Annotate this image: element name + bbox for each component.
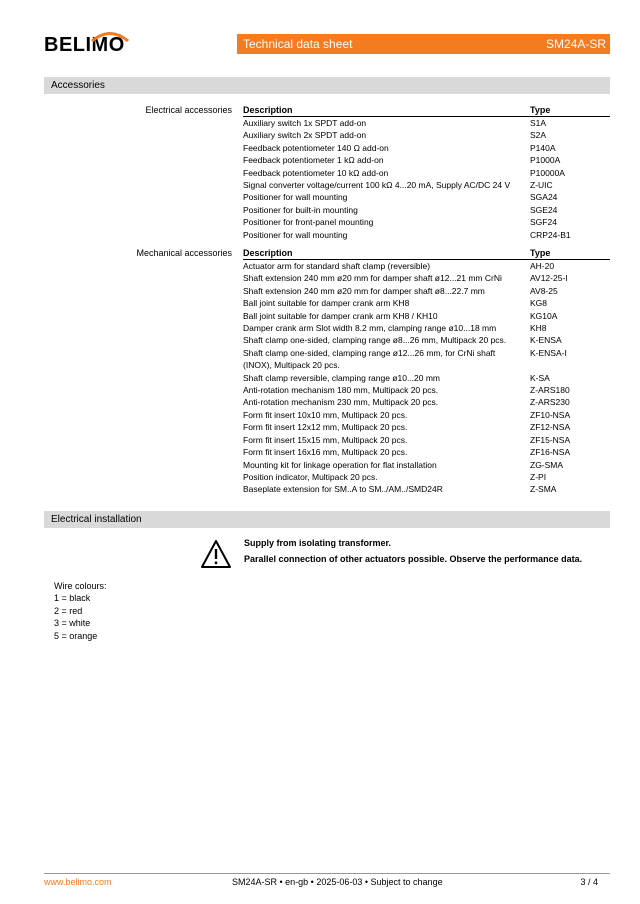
table-row: [243, 272, 610, 284]
row-description: Feedback potentiometer 1 kΩ add-on: [243, 155, 384, 166]
row-description: Signal converter voltage/current 100 kΩ 4...20 mA, Supply AC/DC 24 V: [243, 180, 511, 191]
table-row: [243, 421, 610, 433]
row-description: Damper crank arm Slot width 8.2 mm, clamping range ø10...18 mm: [243, 323, 497, 334]
table-row: [243, 117, 610, 129]
wire-colour-item: 3 = white: [54, 618, 91, 629]
row-type: K-ENSA-I: [530, 347, 567, 358]
product-code: SM24A-SR: [545, 37, 606, 51]
row-type: SGF24: [530, 217, 557, 228]
table-row: [243, 154, 610, 166]
doc-title: Technical data sheet: [243, 37, 353, 51]
wire-colour-item: 5 = orange: [54, 630, 98, 641]
table-row: [243, 446, 610, 458]
table-row: [243, 191, 610, 203]
row-type: ZF12-NSA: [530, 422, 571, 433]
row-type: P1000A: [530, 155, 561, 166]
row-description: Positioner for front-panel mounting: [243, 217, 374, 228]
note-isolating-transformer: Supply from isolating transformer.: [244, 538, 392, 548]
table-row: [243, 260, 610, 272]
column-description: Description: [243, 105, 293, 115]
table-row: [243, 179, 610, 191]
wire-colour-item: 2 = red: [54, 605, 83, 616]
footer-divider: [44, 873, 610, 874]
row-description: Shaft extension 240 mm ø20 mm for damper shaft ø8...22.7 mm: [243, 285, 485, 296]
row-type: P10000A: [530, 167, 565, 178]
row-type: Z-SMA: [530, 484, 557, 495]
table-row: [243, 167, 610, 179]
row-type: ZF10-NSA: [530, 409, 571, 420]
row-description: Positioner for built-in mounting: [243, 204, 358, 215]
row-type: KH8: [530, 323, 547, 334]
column-type: Type: [530, 248, 551, 258]
row-type: ZF15-NSA: [530, 434, 571, 445]
row-description: Ball joint suitable for damper crank arm KH8: [243, 298, 410, 309]
row-type: Z-UIC: [530, 180, 553, 191]
table-row: [243, 322, 610, 334]
row-description: Positioner for wall mounting: [243, 229, 348, 240]
electrical-accessories-label: Electrical accessories: [145, 105, 232, 115]
row-type: AH-20: [530, 261, 555, 271]
row-description: Form fit insert 12x12 mm, Multipack 20 pcs.: [243, 422, 408, 433]
header-bar: [237, 34, 610, 54]
brand-wordmark: BELIMO: [44, 34, 125, 56]
row-description: Actuator arm for standard shaft clamp (reversible): [243, 261, 431, 271]
warning-triangle-icon: [200, 539, 232, 569]
row-description: Feedback potentiometer 10 kΩ add-on: [243, 167, 389, 178]
row-type: P140A: [530, 142, 556, 153]
column-type: Type: [530, 105, 551, 115]
row-description: Auxiliary switch 1x SPDT add-on: [243, 118, 367, 128]
table-row: [243, 384, 610, 396]
table-row: [243, 129, 610, 141]
table-row: [243, 471, 610, 483]
electrical-accessories-table: [243, 104, 610, 241]
row-description: Baseplate extension for SM..A to SM../AM../SMD24R: [243, 484, 443, 495]
row-description: Shaft extension 240 mm ø20 mm for damper shaft ø12...21 mm CrNi: [243, 273, 502, 284]
table-row: [243, 396, 610, 408]
logo-arc-icon: [90, 28, 130, 42]
row-type: AV12-25-I: [530, 273, 568, 284]
row-description: Form fit insert 16x16 mm, Multipack 20 pcs.: [243, 447, 408, 458]
row-type: S1A: [530, 118, 547, 128]
wire-colours-title: Wire colours:: [54, 581, 107, 591]
row-type: ZF16-NSA: [530, 447, 571, 458]
footer-doc-info: SM24A-SR • en-gb • 2025-06-03 • Subject to change: [232, 877, 443, 887]
table-row: [243, 204, 610, 216]
row-description: Auxiliary switch 2x SPDT add-on: [243, 130, 367, 141]
row-type: S2A: [530, 130, 547, 141]
table-row: [243, 434, 610, 446]
mechanical-accessories-label: Mechanical accessories: [136, 248, 232, 258]
row-description: Shaft clamp one-sided, clamping range ø12...26 mm, for CrNi shaft (INOX), Multipack 20 pcs.: [243, 347, 496, 371]
row-type: K-ENSA: [530, 335, 562, 346]
footer-page-number: 3 / 4: [580, 877, 598, 887]
row-description: Feedback potentiometer 140 Ω add-on: [243, 142, 389, 153]
table-row: [243, 297, 610, 309]
table-row: [243, 216, 610, 228]
table-row: [243, 347, 610, 372]
row-type: ZG-SMA: [530, 459, 564, 470]
row-type: SGE24: [530, 204, 558, 215]
row-type: KG10A: [530, 310, 558, 321]
mechanical-accessories-table: [243, 247, 610, 496]
row-description: Positioner for wall mounting: [243, 192, 348, 203]
row-description: Form fit insert 15x15 mm, Multipack 20 pcs.: [243, 434, 408, 445]
column-description: Description: [243, 248, 293, 258]
row-description: Anti-rotation mechanism 180 mm, Multipack 20 pcs.: [243, 385, 439, 396]
electrical-installation-section-bar: [44, 511, 610, 528]
table-header: [243, 104, 610, 117]
row-type: SGA24: [530, 192, 558, 203]
table-row: [243, 372, 610, 384]
table-row: [243, 285, 610, 297]
row-type: Z-PI: [530, 471, 547, 482]
footer-website-link[interactable]: www.belimo.com: [44, 877, 112, 887]
table-row: [243, 142, 610, 154]
table-row: [243, 483, 610, 495]
row-description: Mounting kit for linkage operation for flat installation: [243, 459, 437, 470]
table-row: [243, 334, 610, 346]
row-description: Anti-rotation mechanism 230 mm, Multipack 20 pcs.: [243, 397, 439, 408]
row-description: Position indicator, Multipack 20 pcs.: [243, 471, 378, 482]
wire-colours: [54, 580, 107, 642]
row-type: AV8-25: [530, 285, 558, 296]
wire-colour-item: 1 = black: [54, 593, 91, 604]
row-type: Z-ARS230: [530, 397, 570, 408]
row-description: Shaft clamp one-sided, clamping range ø8...26 mm, Multipack 20 pcs.: [243, 335, 507, 346]
row-type: KG8: [530, 298, 548, 309]
row-description: Form fit insert 10x10 mm, Multipack 20 pcs.: [243, 409, 408, 420]
table-row: [243, 409, 610, 421]
row-description: Shaft clamp reversible, clamping range ø10...20 mm: [243, 372, 441, 383]
row-type: K-SA: [530, 372, 550, 383]
row-description: Ball joint suitable for damper crank arm KH8 / KH10: [243, 310, 438, 321]
table-row: [243, 459, 610, 471]
electrical-installation-title: Electrical installation: [51, 514, 142, 525]
table-row: [243, 229, 610, 241]
note-parallel-connection: Parallel connection of other actuators possible. Observe the performance data.: [244, 554, 583, 564]
row-type: CRP24-B1: [530, 229, 571, 240]
accessories-section-bar: [44, 77, 610, 94]
accessories-title: Accessories: [51, 80, 105, 91]
table-row: [243, 310, 610, 322]
table-header: [243, 247, 610, 260]
row-type: Z-ARS180: [530, 385, 570, 396]
